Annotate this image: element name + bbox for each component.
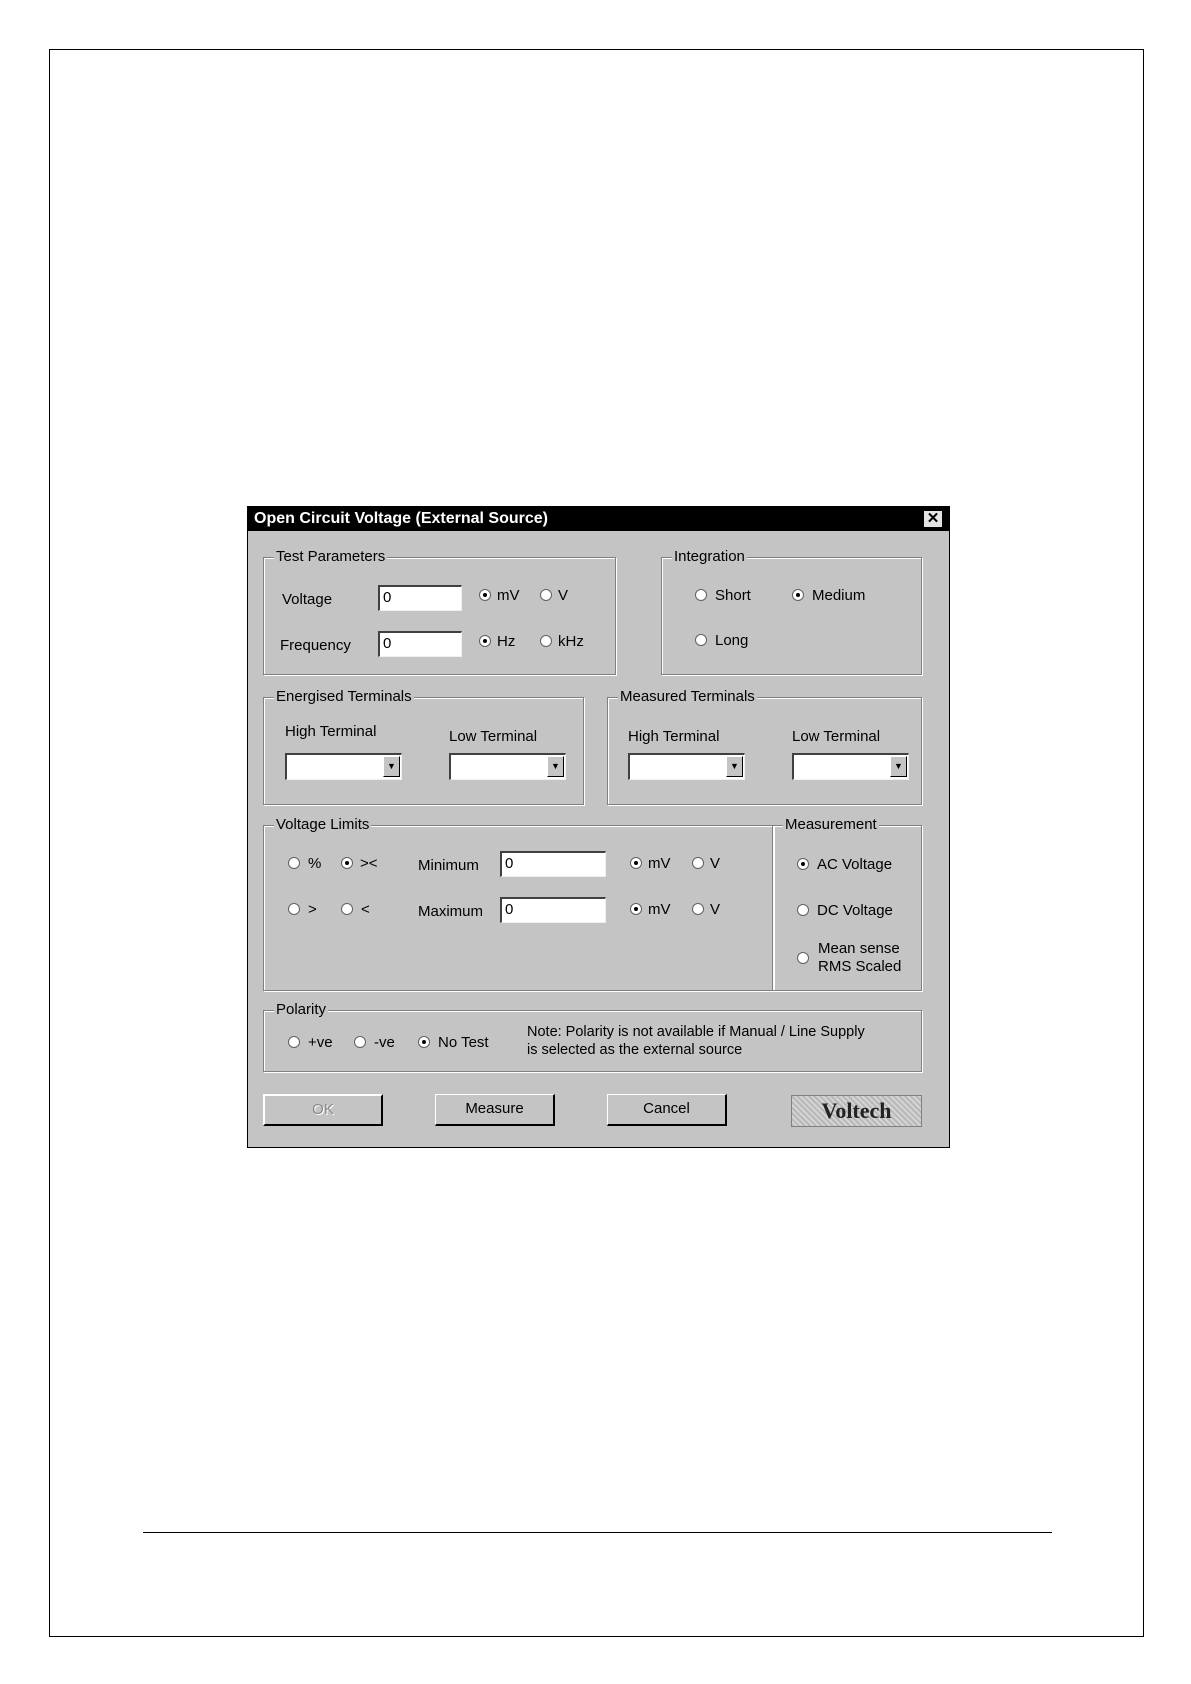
minimum-v-label: V [710, 855, 721, 872]
voltage-label: Voltage [282, 591, 333, 608]
integration-long-label: Long [715, 632, 749, 649]
minimum-v-radio[interactable] [692, 857, 704, 869]
energised-high-terminal-select[interactable] [285, 753, 402, 780]
ok-button[interactable]: OK [263, 1094, 383, 1126]
polarity-no-test-label: No Test [438, 1034, 489, 1051]
minimum-label: Minimum [418, 857, 479, 874]
energised-terminals-title: Energised Terminals [276, 688, 412, 705]
voltage-input[interactable]: 0 [378, 585, 462, 611]
polarity-positive-label: +ve [308, 1034, 333, 1051]
polarity-group [263, 1001, 922, 1072]
voltage-mv-label: mV [497, 587, 520, 604]
polarity-title: Polarity [276, 1001, 327, 1018]
open-circuit-voltage-dialog [247, 506, 950, 1148]
maximum-label: Maximum [418, 903, 484, 920]
limit-range-label: >< [360, 855, 378, 872]
test-parameters-group [263, 548, 616, 675]
maximum-input[interactable]: 0 [500, 897, 606, 923]
energised-terminals-group [263, 688, 584, 805]
polarity-positive-radio[interactable] [288, 1036, 300, 1048]
measured-terminals-title: Measured Terminals [620, 688, 755, 705]
measured-high-terminal-label: High Terminal [628, 728, 720, 745]
measurement-group [772, 816, 922, 991]
voltage-limits-title: Voltage Limits [276, 816, 370, 833]
minimum-input[interactable]: 0 [500, 851, 606, 877]
limit-percent-radio[interactable] [288, 857, 300, 869]
maximum-mv-label: mV [648, 901, 671, 918]
measurement-mean-line2: RMS Scaled [818, 958, 902, 975]
frequency-khz-radio[interactable] [540, 635, 552, 647]
measured-low-terminal-select[interactable] [792, 753, 909, 780]
cancel-button[interactable]: Cancel [607, 1094, 727, 1126]
measured-high-terminal-select[interactable] [628, 753, 745, 780]
voltech-logo: Voltech [791, 1095, 922, 1127]
limit-range-radio[interactable] [341, 857, 353, 869]
measured-terminals-group [607, 688, 922, 805]
frequency-hz-label: Hz [497, 633, 516, 650]
chevron-down-icon[interactable]: ▼ [383, 756, 400, 777]
polarity-note-line2: is selected as the external source [527, 1042, 743, 1058]
maximum-mv-radio[interactable] [630, 903, 642, 915]
polarity-negative-radio[interactable] [354, 1036, 366, 1048]
voltage-mv-radio[interactable] [479, 589, 491, 601]
voltage-v-label: V [558, 587, 569, 604]
measurement-title: Measurement [785, 816, 877, 833]
measurement-mean-radio[interactable] [797, 952, 809, 964]
voltage-limits-group [263, 816, 774, 991]
dialog-title: Open Circuit Voltage (External Source) [254, 510, 548, 527]
maximum-v-label: V [710, 901, 721, 918]
frequency-label: Frequency [280, 637, 351, 654]
measurement-ac-label: AC Voltage [817, 856, 893, 873]
integration-title: Integration [674, 548, 745, 565]
frequency-hz-radio[interactable] [479, 635, 491, 647]
chevron-down-icon[interactable]: ▼ [890, 756, 907, 777]
measured-low-terminal-label: Low Terminal [792, 728, 881, 745]
integration-long-radio[interactable] [695, 634, 707, 646]
measurement-dc-label: DC Voltage [817, 902, 893, 919]
polarity-no-test-radio[interactable] [418, 1036, 430, 1048]
chevron-down-icon[interactable]: ▼ [726, 756, 743, 777]
chevron-down-icon[interactable]: ▼ [547, 756, 564, 777]
limit-greater-label: > [308, 901, 317, 918]
maximum-v-radio[interactable] [692, 903, 704, 915]
polarity-negative-label: -ve [374, 1034, 395, 1051]
title-bar [248, 507, 949, 531]
integration-group [661, 548, 922, 675]
energised-high-terminal-label: High Terminal [285, 723, 377, 740]
integration-short-radio[interactable] [695, 589, 707, 601]
voltage-v-radio[interactable] [540, 589, 552, 601]
measurement-dc-radio[interactable] [797, 904, 809, 916]
limit-less-label: < [361, 901, 370, 918]
footer-rule [143, 1532, 1052, 1533]
measurement-ac-radio[interactable] [797, 858, 809, 870]
energised-low-terminal-label: Low Terminal [449, 728, 538, 745]
frequency-input[interactable]: 0 [378, 631, 462, 657]
limit-greater-radio[interactable] [288, 903, 300, 915]
test-parameters-title: Test Parameters [276, 548, 386, 565]
measurement-mean-line1: Mean sense [818, 940, 900, 957]
limit-less-radio[interactable] [341, 903, 353, 915]
limit-percent-label: % [308, 855, 322, 872]
polarity-note-line1: Note: Polarity is not available if Manual / Line Supply [527, 1024, 865, 1040]
close-button[interactable]: ✕ [923, 510, 943, 528]
minimum-mv-label: mV [648, 855, 671, 872]
integration-medium-radio[interactable] [792, 589, 804, 601]
frequency-khz-label: kHz [558, 633, 584, 650]
minimum-mv-radio[interactable] [630, 857, 642, 869]
integration-short-label: Short [715, 587, 751, 604]
energised-low-terminal-select[interactable] [449, 753, 566, 780]
measure-button[interactable]: Measure [435, 1094, 555, 1126]
integration-medium-label: Medium [812, 587, 866, 604]
